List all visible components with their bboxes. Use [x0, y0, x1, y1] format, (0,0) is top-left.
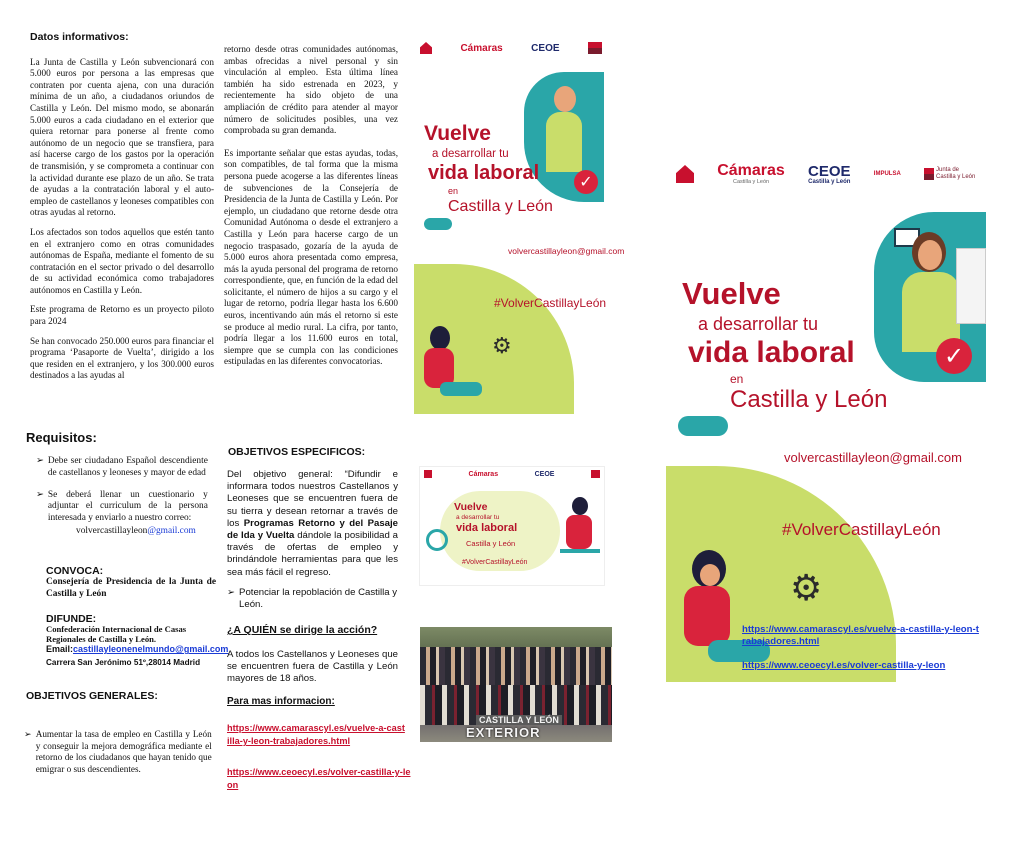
link-camaras[interactable]: https://www.camarascyl.es/vuelve-a-castilla-y-leon-trabajadores.html [227, 723, 405, 746]
convoca-title: CONVOCA: [46, 565, 104, 577]
column-middle [224, 44, 398, 368]
junta-logo: Junta de Castilla y León [924, 167, 976, 181]
poster-landscape [419, 466, 605, 586]
requisito-text: Debe ser ciudadano Español descendiente de castellanos y leoneses y mayor de edad [47, 456, 208, 478]
poster-vuelve: Vuelve [682, 276, 781, 311]
junta-logo-icon [591, 470, 600, 478]
impulsa-logo: IMPULSA [873, 171, 901, 177]
difunde-title: DIFUNDE: [46, 613, 97, 625]
requisito-item [36, 456, 212, 480]
photo-banner-1: CASTILLA Y LEÓN [476, 715, 562, 725]
house-logo-icon [676, 165, 694, 183]
potenciar-item [227, 587, 398, 611]
poster-vuelve: Vuelve [454, 501, 488, 513]
poster-small [414, 34, 625, 412]
woman-figure [544, 86, 584, 176]
house-logo-icon [424, 470, 432, 478]
logo-bar [420, 38, 602, 58]
difunde-text: Confederación Internacional de Casas Regionales de Castilla y León. [46, 624, 187, 644]
poster-a-desarrollar: a desarrollar tu [432, 148, 509, 160]
difunde-email[interactable]: Email:castillayleonenelmundo@gmail.com [46, 644, 229, 655]
requisito-text: Se deberá llenar un cuestionario y adjuntar el curriculum de la persona interesada y enviarlo a nuestro correo: [47, 489, 208, 524]
arrow-bullet-icon: ➢ [227, 587, 236, 598]
arrow-bullet-icon: ➢ [36, 489, 44, 500]
poster-vida-laboral: vida laboral [456, 522, 518, 534]
poster-castilla-leon: Castilla y León [448, 198, 553, 215]
objetivos-especificos-text: Del objetivo general: “Difundir e informara todos nuestros Castellanos y Leoneses que se encuentren fuera de su tierra y desean retornar a través de los Programas Retorno y del Pasaje de Ida y Vuelta dándole la posibilidad a través de ofertas de empleo y brindándole herramientas para que les sea más fácil el regreso. [227, 469, 399, 578]
objetivos-especificos-title: OBJETIVOS ESPECIFICOS: [228, 446, 366, 458]
camaras-logo: Cámaras [460, 42, 503, 54]
poster-castilla-leon: Castilla y León [466, 539, 516, 548]
ceoe-logo: CEOE [531, 42, 560, 54]
column-left [30, 32, 214, 382]
curriculum-card [956, 248, 986, 324]
ceoe-logo: CEOE [534, 470, 555, 478]
photo-banner-2: EXTERIOR [466, 725, 541, 740]
group-photo [420, 627, 612, 742]
quien-text: A todos los Castellanos y Leoneses que se encuentren fuera de Castilla y León mayores de 18 años. [227, 649, 398, 685]
poster-hashtag: #VolverCastillayLeón [782, 520, 941, 539]
poster-vuelve: Vuelve [424, 122, 491, 145]
poster-vida-laboral: vida laboral [688, 336, 855, 369]
datos-title: Datos informativos: [30, 31, 129, 43]
woman-sitting-figure [680, 550, 770, 678]
objetivos-generales-item [24, 729, 214, 775]
poster-a-desarrollar: a desarrollar tu [698, 314, 819, 334]
middle-paragraph-1: retorno desde otras comunidades autónomas, ambas ofrecidas a nivel personal y sin vinculación al empleo. Esta última línea también ha sido estrenada en 2023, y recientemente ha sido objeto de una ampliación de crédito para atender al mayor número de solicitudes posibles, una vez comprobada su gran demanda. [224, 44, 398, 136]
camaras-logo: Cámaras Castilla y León [717, 162, 785, 185]
datos-paragraph-4: Se han convocado 250.000 euros para financiar el programa ‘Pasaporte de Vuelta’, dirigido a los que residen en el extranjero, y los 300.000 euros destinados a las ayudas al [30, 335, 214, 381]
poster-hashtag: #VolverCastillayLeón [494, 296, 607, 310]
person-at-desk-figure [560, 497, 600, 577]
middle-paragraph-2: Es importante señalar que estas ayudas, todas, son compatibles, de tal forma que la misma persona puede acogerse a las diferentes líneas de subvenciones de la Consejería de Presidencia de la Junta de Castilla y León. Por ejemplo, un ciudadano que retorne desde otra Comunidad Autónoma o desde el extranjero a Castilla y León para hacerse cargo de un negocio traspasado, gozaría de la ayuda de 5.000 euros ahora presentada como empresa, más la ayuda personal del programa de retorno correspondiente, que, en función de la edad del solicitante, el número de hijos a su cargo y el lugar de retorno, podría llegar hasta los 6.600 euros, incentivando aún más el retorno si este se produce al medio rural. La cifra, por tanto, podría llegar a los 11.600 euros en total, siempre que se cumpla con las condiciones estipuladas en las diferentes convocatorias. [224, 147, 398, 367]
check-badge-icon: ✓ [936, 338, 972, 374]
poster-link-camaras[interactable]: https://www.camarascyl.es/vuelve-a-castilla-y-leon-trabajadores.html [742, 624, 979, 647]
potenciar-text: Potenciar la repoblación de Castilla y León. [239, 587, 398, 611]
gear-icon: ⚙ [790, 568, 823, 609]
camaras-logo: Cámaras [468, 470, 499, 478]
datos-paragraph-3: Este programa de Retorno es un proyecto piloto para 2024 [30, 304, 214, 327]
convoca-block [46, 565, 216, 600]
datos-paragraph-1: La Junta de Castilla y León subvencionará con 5.000 euros por persona a las empresas que contraten por cuenta ajena, con una duración mínima de un año, a ciudadanos oriundos de Castilla y León. Del mismo modo, se abonarán 5.000 euros a cada ciudadano en el exterior que quiera retornar para ponerse al frente como autónomo de un negocio que se transfiera, para así hacerse cargo de los gastos por la operación de transmisión, y se comprometa a continuar con la actividad durante ese plazo de un año. Se trata de ayudas a la contratación laboral y el auto-empleo de castellanos y leoneses compatibles con otras ayudas al retorno. [30, 56, 214, 218]
magnifier-icon [426, 529, 448, 551]
poster-castilla-leon: Castilla y León [730, 386, 888, 413]
link-ceoe[interactable]: https://www.ceoecyl.es/volver-castilla-y-leon [227, 767, 411, 790]
difunde-block [46, 613, 229, 669]
requisitos-list [36, 456, 212, 538]
requisito-item [36, 490, 212, 525]
requisitos-title: Requisitos: [26, 430, 97, 445]
logo-bar [676, 160, 976, 188]
objetivos-generales-title: OBJETIVOS GENERALES: [26, 690, 158, 702]
poster-hashtag: #VolverCastillayLeón [462, 559, 528, 566]
poster-vida-laboral: vida laboral [428, 162, 540, 184]
gear-icon: ⚙ [492, 334, 512, 359]
poster-link-ceoe[interactable]: https://www.ceoecyl.es/volver-castilla-y-leon [742, 660, 946, 671]
house-logo-icon [420, 42, 432, 54]
woman-sitting-figure [422, 326, 482, 406]
arrow-bullet-icon: ➢ [24, 729, 32, 739]
poster-a-desarrollar: a desarrollar tu [456, 514, 500, 521]
quien-title: ¿A QUIÉN se dirige la acción? [227, 624, 378, 636]
poster-en: en [730, 372, 744, 386]
junta-shield-icon [924, 168, 934, 180]
poster-email: volvercastillayleon@gmail.com [784, 450, 962, 465]
poster-large [666, 148, 984, 682]
address: Carrera San Jerónimo 51º,28014 Madrid [46, 658, 201, 668]
mas-info-title: Para mas informacion: [227, 696, 335, 707]
logo-bar-small [424, 470, 600, 478]
objetivos-generales-text: Aumentar la tasa de empleo en Castilla y León y conseguir la mejora demográfica mediante el retorno de los ciudadanos que hayan tenido que emigrar o sus descendientes. [35, 729, 212, 774]
junta-logo-icon [588, 42, 602, 54]
airplane-icon [678, 416, 728, 436]
ceoe-logo: CEOE Castilla y León [808, 162, 851, 185]
poster-en: en [448, 186, 459, 196]
arrow-bullet-icon: ➢ [36, 456, 44, 466]
airplane-icon [424, 218, 452, 230]
poster-email: volvercastillayleon@gmail.com [508, 246, 625, 256]
requisito-email[interactable]: volvercastillayleon@gmail.com [76, 525, 196, 536]
check-badge-icon: ✓ [574, 170, 598, 194]
datos-paragraph-2: Los afectados son todos aquellos que estén tanto en el extranjero como en otras comunidades autónomas de España, mediante el fomento de su contratación en el sector privado o del desarrollo de su actividad económica como trabajadores autónomos en Castilla y León. [30, 226, 214, 295]
convoca-text: Consejería de Presidencia de la Junta de Castilla y León [46, 577, 216, 599]
